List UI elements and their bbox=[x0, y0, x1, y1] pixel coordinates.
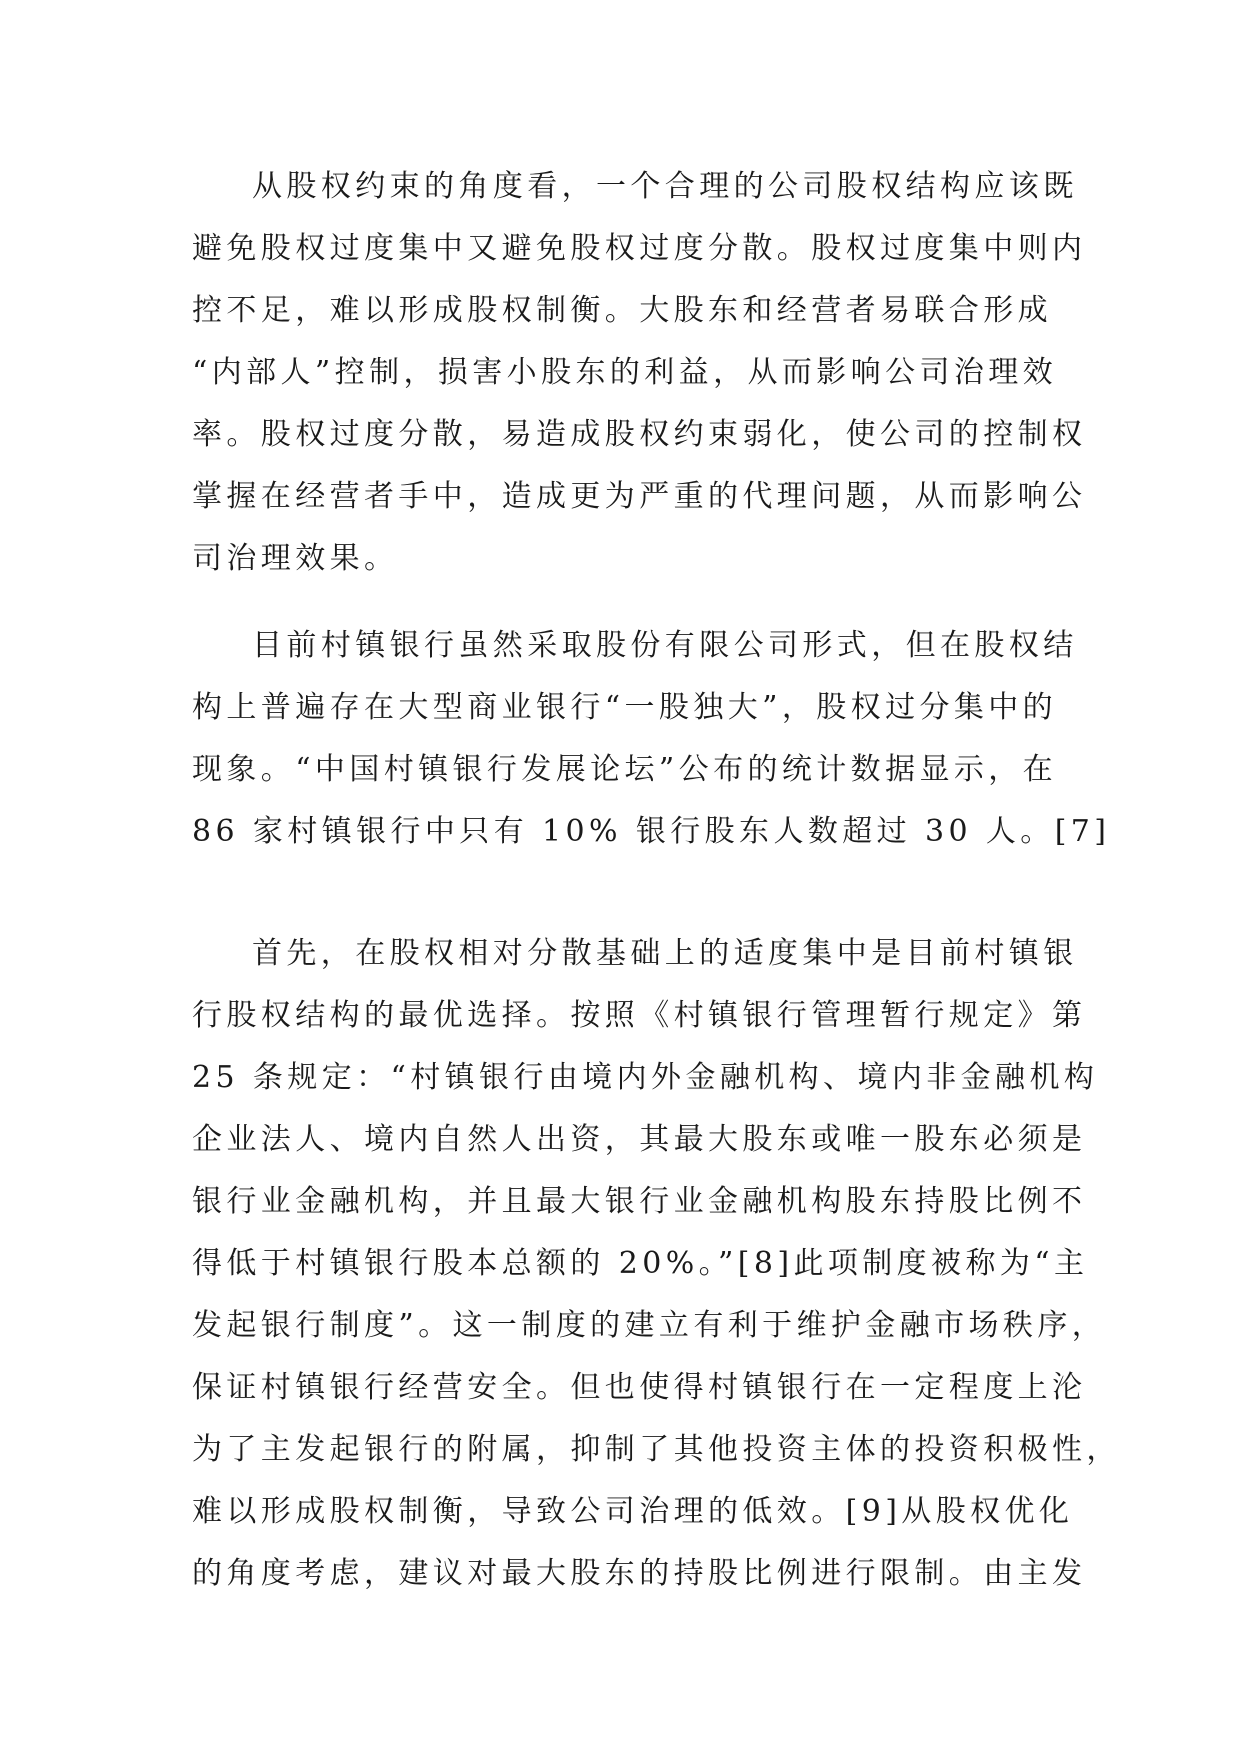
text-line: 发起银行制度”。这一制度的建立有利于维护金融市场秩序， bbox=[192, 1308, 1107, 1343]
text-line: 率。股权过度分散，易造成股权约束弱化，使公司的控制权 bbox=[192, 417, 1087, 452]
text-line: 掌握在经营者手中，造成更为严重的代理问题，从而影响公 bbox=[192, 479, 1087, 514]
text-line: 目前村镇银行虽然采取股份有限公司形式，但在股权结 bbox=[252, 628, 1078, 663]
text-line: 难以形成股权制衡，导致公司治理的低效。[9]从股权优化 bbox=[192, 1494, 1074, 1529]
text-line: 企业法人、境内自然人出资，其最大股东或唯一股东必须是 bbox=[192, 1122, 1087, 1157]
text-line: “内部人”控制，损害小股东的利益，从而影响公司治理效 bbox=[192, 355, 1058, 390]
paragraph-current-situation bbox=[192, 615, 1111, 863]
text-line: 从股权约束的角度看，一个合理的公司股权结构应该既 bbox=[252, 169, 1078, 204]
text-line: 86 家村镇银行中只有 10% 银行股东人数超过 30 人。[7] bbox=[192, 814, 1111, 849]
paragraph-equity-constraint bbox=[192, 156, 1087, 590]
text-line: 现象。“中国村镇银行发展论坛”公布的统计数据显示，在 bbox=[192, 752, 1058, 787]
text-line: 25 条规定：“村镇银行由境内外金融机构、境内非金融机构 bbox=[192, 1060, 1099, 1095]
text-line: 行股权结构的最优选择。按照《村镇银行管理暂行规定》第 bbox=[192, 998, 1087, 1033]
text-line: 避免股权过度集中又避免股权过度分散。股权过度集中则内 bbox=[192, 231, 1087, 266]
text-line: 构上普遍存在大型商业银行“一股独大”，股权过分集中的 bbox=[192, 690, 1058, 725]
text-line: 银行业金融机构，并且最大银行业金融机构股东持股比例不 bbox=[192, 1184, 1087, 1219]
text-line: 为了主发起银行的附属，抑制了其他投资主体的投资积极性， bbox=[192, 1432, 1121, 1467]
text-line: 控不足，难以形成股权制衡。大股东和经营者易联合形成 bbox=[192, 293, 1052, 328]
text-line: 保证村镇银行经营安全。但也使得村镇银行在一定程度上沦 bbox=[192, 1370, 1087, 1405]
text-line: 首先，在股权相对分散基础上的适度集中是目前村镇银 bbox=[252, 936, 1078, 971]
text-line: 得低于村镇银行股本总额的 20%。”[8]此项制度被称为“主 bbox=[192, 1246, 1089, 1281]
text-line: 的角度考虑，建议对最大股东的持股比例进行限制。由主发 bbox=[192, 1556, 1087, 1591]
paragraph-first-recommendation bbox=[192, 923, 1121, 1605]
text-line: 司治理效果。 bbox=[192, 541, 399, 576]
